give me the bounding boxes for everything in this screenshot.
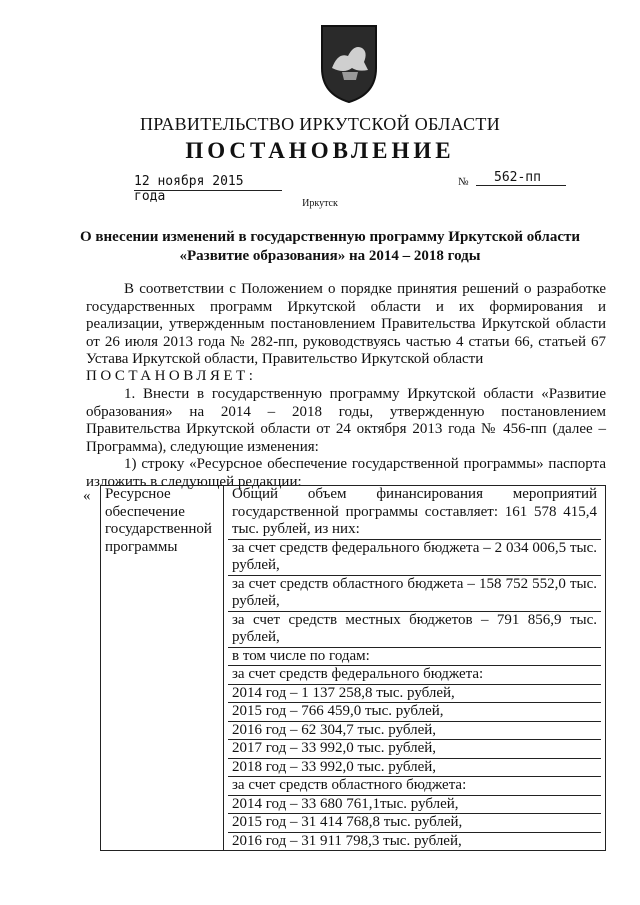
table-label-cell: Ресурсное обеспечение государственной программы — [101, 486, 224, 851]
document-type: ПОСТАНОВЛЕНИЕ — [185, 138, 455, 163]
city-name: Иркутск — [302, 198, 338, 209]
paragraph-subitem-1: 1) строку «Ресурсное обеспечение государственной программы» паспорта изложить в следующей редакции: — [86, 456, 606, 490]
table-value-cell — [224, 486, 606, 851]
decrees-word: ПОСТАНОВЛЯЕТ: — [86, 368, 257, 384]
decree-date: 12 ноября 2015 года — [134, 174, 282, 191]
table-line: 2017 год – 33 992,0 тыс. рублей, — [228, 739, 601, 758]
table-line: за счет средств областного бюджета: — [228, 776, 601, 795]
table-row — [101, 486, 606, 851]
table-line: 2014 год – 1 137 258,8 тыс. рублей, — [228, 684, 601, 703]
coat-of-arms-icon — [318, 22, 380, 106]
table-line: в том числе по годам: — [228, 647, 601, 666]
paragraph-preamble: В соответствии с Положением о порядке принятия решений о разработке государственных программ Иркутской области и их формирования и реализации, утвержденным постановлением Правительства Иркутской области от 26 июля 2013 года № 282-пп, руководствуясь частью 4 статьи 66, статьей 67 Устава Иркутской области, Правительство Иркутской области — [86, 281, 606, 367]
decree-title — [60, 228, 600, 266]
table-line: за счет средств областного бюджета – 158 752 552,0 тыс. рублей, — [228, 575, 601, 611]
paragraph-item-1: 1. Внести в государственную программу Иркутской области «Развитие образования» на 2014 – 2018 годы, утвержденную постановлением Правительства Иркутской области от 24 октября 2013 года № 456-пп (далее – Программа), следующие изменения: — [86, 386, 606, 455]
table-line: 2014 год – 33 680 761,1тыс. рублей, — [228, 795, 601, 814]
table-line: 2015 год – 31 414 768,8 тыс. рублей, — [228, 813, 601, 832]
table-line: за счет средств федерального бюджета: — [228, 665, 601, 684]
open-quote: « — [83, 488, 91, 504]
table-line: 2016 год – 62 304,7 тыс. рублей, — [228, 721, 601, 740]
table-line: 2018 год – 33 992,0 тыс. рублей, — [228, 758, 601, 777]
title-line-2: «Развитие образования» на 2014 – 2018 годы — [179, 248, 481, 264]
number-label: № — [458, 176, 469, 188]
table-line: 2015 год – 766 459,0 тыс. рублей, — [228, 702, 601, 721]
title-line-1: О внесении изменений в государственную программу Иркутской области — [79, 229, 581, 245]
decree-number: 562-пп — [476, 170, 566, 186]
table-line: Общий объем финансирования мероприятий государственной программы составляет: 161 578 415,4 тыс. рублей, из них: — [232, 486, 597, 537]
resource-table — [100, 485, 606, 851]
table-line: 2016 год – 31 911 798,3 тыс. рублей, — [228, 832, 601, 851]
government-name: ПРАВИТЕЛЬСТВО ИРКУТСКОЙ ОБЛАСТИ — [139, 114, 501, 134]
table-line: за счет средств местных бюджетов – 791 856,9 тыс. рублей, — [228, 611, 601, 647]
table-line: за счет средств федерального бюджета – 2 034 006,5 тыс. рублей, — [228, 539, 601, 575]
